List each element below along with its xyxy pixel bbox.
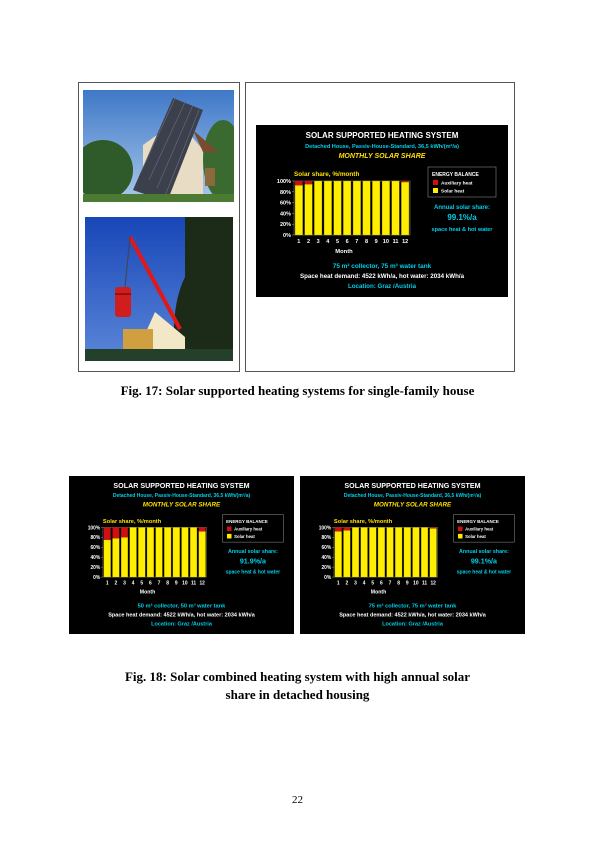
annual-share-label: Annual solar share: [433, 205, 491, 211]
legend-swatch-solar [458, 534, 462, 539]
bar-solar-month-2 [113, 538, 120, 577]
bar-solar-month-11 [421, 527, 428, 577]
panel-monthly-label: MONTHLY SOLAR SHARE [373, 501, 452, 509]
bar-auxiliary-month-1 [335, 527, 342, 531]
x-tick-label: 11 [392, 239, 399, 245]
x-tick-label: 8 [364, 239, 369, 245]
legend-solar-label: Solar heat [234, 533, 255, 540]
x-tick-label: 1 [297, 239, 301, 245]
figure-17-caption: Fig. 17: Solar supported heating systems for single-family house [120, 383, 475, 398]
chart-y-title: Solar share, %/month [294, 171, 360, 178]
y-tick-label: 80% [279, 189, 291, 196]
bar-solar-month-1 [104, 540, 111, 577]
bar-solar-month-2 [344, 530, 351, 577]
location-info: Location: Graz /Austria [347, 283, 417, 290]
x-tick-label: 4 [326, 239, 330, 245]
bar-solar-month-6 [147, 527, 154, 577]
x-tick-label: 6 [345, 239, 349, 245]
x-tick-label: 1 [105, 580, 109, 587]
legend-swatch-solar [227, 534, 231, 539]
y-tick-label: 100% [276, 179, 291, 185]
legend-aux-label: Auxiliary heat [441, 181, 473, 187]
bar-solar-month-11 [392, 181, 400, 235]
bar-solar-month-12 [199, 531, 206, 577]
bar-solar-month-11 [190, 527, 197, 577]
y-tick-label: 20% [279, 222, 291, 229]
x-tick-label: 2 [345, 580, 349, 587]
panel-subtitle: Detached House, Passiv-House-Standard, 36,5 kWh/(m²/a) [343, 493, 482, 500]
annual-share-value: 99.1%/a [447, 213, 477, 222]
bar-solar-month-7 [353, 181, 361, 235]
annual-share-value: 99.1%/a [470, 556, 498, 566]
bar-auxiliary-month-1 [295, 181, 303, 185]
demand-info: Space heat demand: 4522 kWh/a, hot water: 2034 kWh/a [339, 612, 486, 619]
space-heat-label: space heat & hot water [431, 227, 493, 233]
figure-18-caption-line2: share in detached housing [225, 687, 370, 702]
x-tick-label: 3 [354, 580, 357, 587]
figure-17-chart-frame [245, 82, 515, 372]
bar-auxiliary-month-2 [344, 527, 351, 530]
figure-18-caption [40, 668, 555, 704]
bar-solar-month-1 [295, 185, 303, 235]
location-info: Location: Graz /Austria [151, 621, 212, 628]
bar-solar-month-9 [404, 527, 411, 577]
y-tick-label: 80% [90, 535, 101, 542]
legend-swatch-aux [433, 180, 438, 185]
legend-aux-label: Auxiliary heat [234, 526, 263, 532]
bar-solar-month-3 [314, 181, 322, 235]
bar-solar-month-4 [130, 527, 137, 577]
bar-solar-month-12 [401, 182, 409, 235]
x-tick-label: 9 [174, 580, 178, 587]
x-tick-label: 9 [374, 239, 378, 245]
y-tick-label: 0% [283, 233, 291, 239]
bar-auxiliary-month-12 [430, 527, 437, 528]
x-tick-label: 7 [355, 239, 359, 245]
chart-panel-fig18-right [300, 476, 525, 634]
bar-solar-month-5 [334, 181, 342, 235]
x-tick-label: 5 [140, 580, 144, 587]
panel-title: SOLAR SUPPORTED HEATING SYSTEM [305, 131, 459, 140]
x-tick-label: 9 [405, 580, 409, 587]
x-tick-label: 4 [362, 580, 366, 587]
collector-info: 75 m² collector, 75 m³ water tank [368, 603, 457, 610]
legend-title: ENERGY BALANCE [226, 518, 268, 524]
y-tick-label: 60% [279, 200, 291, 207]
annual-share-label: Annual solar share: [227, 549, 278, 556]
location-info: Location: Graz /Austria [382, 621, 443, 628]
y-tick-label: 0% [324, 574, 332, 581]
x-tick-label: 6 [149, 580, 152, 587]
legend-swatch-solar [433, 188, 438, 193]
bar-solar-month-9 [173, 527, 180, 577]
x-tick-label: 7 [157, 580, 161, 587]
y-tick-label: 0% [93, 574, 101, 581]
x-tick-label: 11 [421, 580, 428, 587]
y-tick-label: 60% [321, 545, 332, 552]
legend-title: ENERGY BALANCE [432, 172, 479, 178]
chart-fig18b [319, 481, 515, 628]
x-tick-label: 8 [166, 580, 170, 587]
x-axis-title: Month [335, 249, 353, 255]
panel-monthly-label: MONTHLY SOLAR SHARE [142, 501, 221, 509]
x-tick-label: 10 [382, 239, 389, 245]
panel-title: SOLAR SUPPORTED HEATING SYSTEM [113, 480, 250, 490]
x-axis-title: Month [139, 589, 156, 596]
x-tick-label: 7 [388, 580, 392, 587]
bar-solar-month-9 [372, 181, 380, 235]
x-tick-label: 2 [306, 239, 311, 245]
legend-solar-label: Solar heat [465, 533, 486, 540]
x-tick-label: 12 [430, 580, 436, 587]
legend-solar-label: Solar heat [441, 189, 465, 195]
bar-solar-month-6 [378, 527, 385, 577]
panel-title: SOLAR SUPPORTED HEATING SYSTEM [344, 480, 481, 490]
x-tick-label: 8 [397, 580, 401, 587]
bar-auxiliary-month-12 [401, 181, 409, 182]
bar-auxiliary-month-1 [104, 527, 111, 539]
x-tick-label: 10 [182, 580, 188, 587]
chart-y-title: Solar share, %/month [333, 518, 393, 525]
page-number: 22 [292, 794, 303, 806]
bar-solar-month-8 [164, 527, 171, 577]
bar-solar-month-8 [363, 181, 371, 235]
legend-swatch-aux [458, 527, 462, 532]
collector-info: 50 m² collector, 50 m³ water tank [137, 603, 226, 610]
bar-solar-month-10 [182, 527, 189, 577]
annual-share-value: 91.9%/a [239, 556, 267, 566]
panel-subtitle: Detached House, Passiv-House-Standard, 36,5 kWh/(m²/a) [112, 493, 251, 500]
bar-auxiliary-month-2 [113, 527, 120, 538]
legend-title: ENERGY BALANCE [457, 518, 499, 524]
x-tick-label: 12 [199, 580, 205, 587]
demand-info: Space heat demand: 4522 kWh/a, hot water: 2034 kWh/a [299, 273, 465, 280]
x-tick-label: 4 [131, 580, 135, 587]
x-tick-label: 2 [114, 580, 118, 587]
panel-monthly-label: MONTHLY SOLAR SHARE [338, 153, 426, 160]
bar-solar-month-3 [352, 527, 359, 577]
x-tick-label: 5 [371, 580, 375, 587]
bar-solar-month-4 [324, 181, 332, 235]
bar-solar-month-2 [305, 184, 313, 235]
y-tick-label: 60% [90, 545, 101, 552]
y-tick-label: 20% [90, 564, 101, 571]
x-tick-label: 5 [335, 239, 340, 245]
bar-auxiliary-month-12 [199, 527, 206, 531]
crane-photo [85, 217, 233, 361]
y-tick-label: 80% [321, 535, 332, 542]
y-tick-label: 100% [87, 525, 101, 532]
bar-auxiliary-month-2 [305, 181, 313, 184]
bar-solar-month-5 [369, 527, 376, 577]
space-heat-label: space heat & hot water [225, 569, 281, 576]
bar-solar-month-1 [335, 531, 342, 577]
legend-aux-label: Auxiliary heat [465, 526, 494, 532]
collector-info: 75 m² collector, 75 m³ water tank [332, 263, 432, 270]
legend-swatch-aux [227, 527, 231, 532]
bar-auxiliary-month-3 [121, 527, 128, 537]
chart-panel-fig18-left [69, 476, 294, 634]
x-tick-label: 3 [316, 239, 320, 245]
x-tick-label: 12 [402, 239, 409, 245]
figure-17-photo-frame [78, 82, 240, 372]
y-tick-label: 40% [279, 211, 291, 218]
bar-solar-month-5 [138, 527, 145, 577]
chart-y-title: Solar share, %/month [102, 518, 162, 525]
y-tick-label: 40% [321, 554, 332, 562]
bar-solar-month-10 [413, 527, 420, 577]
bar-solar-month-8 [395, 527, 402, 577]
space-heat-label: space heat & hot water [456, 569, 512, 576]
x-axis-title: Month [370, 589, 387, 596]
bar-solar-month-7 [156, 527, 163, 577]
x-tick-label: 10 [413, 580, 419, 587]
panel-subtitle: Detached House, Passiv-House-Standard, 36,5 kWh/(m²/a) [305, 144, 459, 150]
x-tick-label: 11 [190, 580, 197, 587]
figure-18-caption-line1: Fig. 18: Solar combined heating system with high annual solar [124, 669, 471, 684]
x-tick-label: 3 [123, 580, 126, 587]
house-photo [83, 90, 234, 202]
bar-solar-month-3 [121, 537, 128, 577]
chart-fig17 [277, 131, 496, 290]
bar-solar-month-10 [382, 181, 390, 235]
demand-info: Space heat demand: 4522 kWh/a, hot water: 2034 kWh/a [108, 612, 255, 619]
bar-solar-month-6 [343, 181, 351, 235]
bar-solar-month-7 [387, 527, 394, 577]
chart-panel-fig17 [256, 125, 508, 297]
y-tick-label: 20% [321, 564, 332, 571]
x-tick-label: 6 [380, 580, 383, 587]
chart-fig18a [88, 481, 284, 628]
x-tick-label: 1 [336, 580, 340, 587]
bar-solar-month-4 [361, 527, 368, 577]
y-tick-label: 40% [90, 554, 101, 562]
bar-solar-month-12 [430, 528, 437, 577]
y-tick-label: 100% [318, 525, 332, 532]
annual-share-label: Annual solar share: [458, 549, 509, 556]
